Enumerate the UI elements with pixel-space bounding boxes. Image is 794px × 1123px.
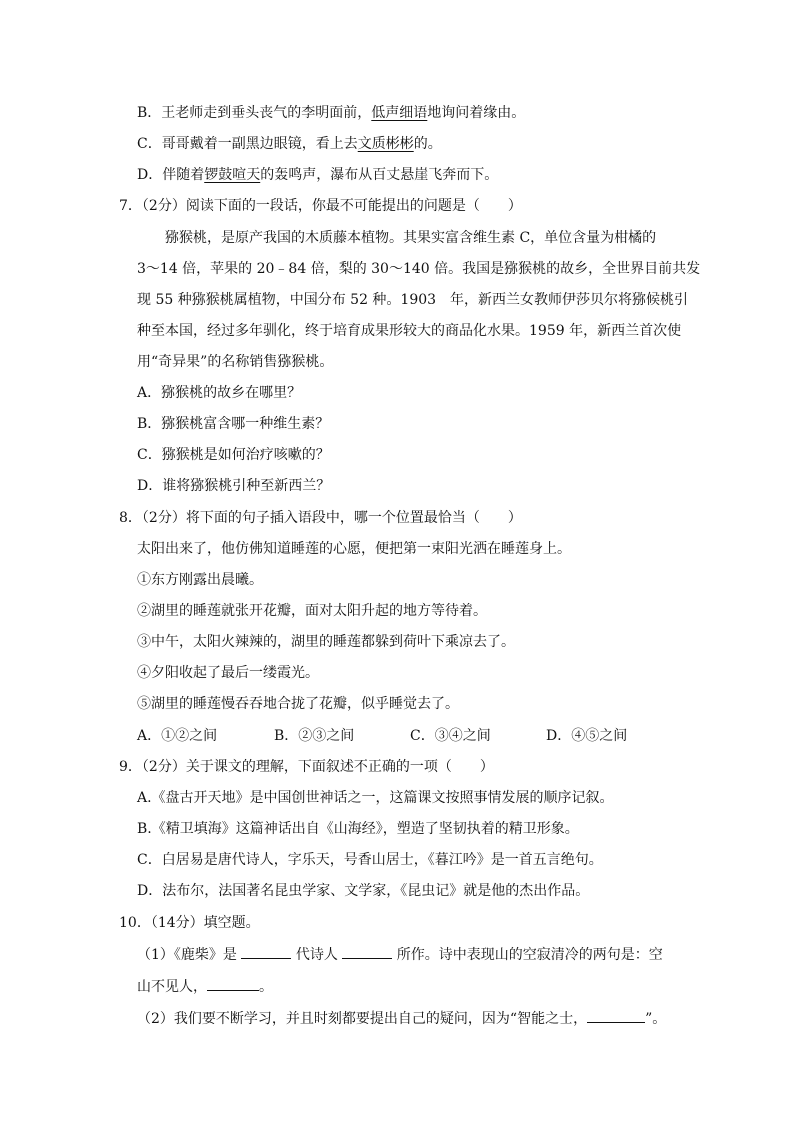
q9-stem: 9．（2分）关于课文的理解，下面叙述不正确的一项（ ） xyxy=(119,759,494,775)
q10-part1-line2: 山不见人， 。 xyxy=(137,976,273,996)
fill-blank-poet[interactable] xyxy=(342,944,392,959)
q10-part1-line1: （1）《鹿柴》是 代诗人 所作。诗中表现山的空寂清冷的两句是：空 xyxy=(137,944,663,964)
q7-passage-line: 现 55 种猕猴桃属植物，中国分布 52 种。1903 年，新西兰女教师伊莎贝尔将猕候桃引 xyxy=(137,292,689,308)
q6-option-d: D．伴随着锣鼓喧天的轰鸣声，瀑布从百丈悬崖飞奔而下。 xyxy=(137,167,499,183)
q7-passage-line: 用“奇异果”的名称销售猕猴桃。 xyxy=(137,354,334,370)
q7-passage-line: 猕猴桃，是原产我国的木质藤本植物。其果实富含维生素 C，单位含量为柑橘的 xyxy=(165,230,657,246)
q7-option-b: B．猕猴桃富含哪一种维生素？ xyxy=(137,416,330,432)
q8-item-1: ①东方刚露出晨曦。 xyxy=(137,572,263,588)
q7-option-c: C．猕猴桃是如何治疗咳嗽的？ xyxy=(137,447,330,463)
q9-option-b: B.《精卫填海》这篇神话出自《山海经》，塑造了坚韧执着的精卫形象。 xyxy=(137,821,579,837)
q9-option-d: D．法布尔，法国著名昆虫学家、文学家，《昆虫记》就是他的杰出作品。 xyxy=(137,883,590,899)
fill-blank-dynasty[interactable] xyxy=(241,944,291,959)
q6-option-c: C．哥哥戴着一副黑边眼镜，看上去文质彬彬的。 xyxy=(137,136,442,152)
q7-stem: 7．（2分）阅读下面的一段话，你最不可能提出的问题是（ ） xyxy=(119,198,522,214)
q10-part2: （2）我们要不断学习，并且时刻都要提出自己的疑问，因为“智能之士， ”。 xyxy=(137,1008,666,1028)
q9-option-c: C．白居易是唐代诗人，字乐天，号香山居士，《暮江吟》是一首五言绝句。 xyxy=(137,852,603,868)
q8-option-d: D．④⑤之间 xyxy=(546,728,628,744)
q8-item-5: ⑤湖里的睡莲慢吞吞地合拢了花瓣，似乎睡觉去了。 xyxy=(137,696,459,712)
q7-option-d: D．谁将猕猴桃引种至新西兰？ xyxy=(137,478,331,494)
fill-blank-poem-line[interactable] xyxy=(207,976,259,991)
q6-option-b: B．王老师走到垂头丧气的李明面前，低声细语地询问着缘由。 xyxy=(137,105,526,121)
q8-item-4: ④夕阳收起了最后一缕霞光。 xyxy=(137,665,319,681)
q9-option-a: A.《盘古开天地》是中国创世神话之一，这篇课文按照事情发展的顺序记叙。 xyxy=(137,790,614,806)
q8-option-c: C．③④之间 xyxy=(410,728,491,744)
underlined-phrase: 文质彬彬 xyxy=(357,136,414,152)
q7-passage-line: 3～14 倍，苹果的 20﹣84 倍，梨的 30～140 倍。我国是猕猴桃的故乡，全世界目前共发 xyxy=(137,261,701,277)
q8-stem: 8．（2分）将下面的句子插入语段中，哪一个位置最恰当（ ） xyxy=(119,510,522,526)
q8-sentence: 太阳出来了，他仿佛知道睡莲的心愿，便把第一束阳光洒在睡莲身上。 xyxy=(137,541,571,557)
q7-option-a: A．猕猴桃的故乡在哪里？ xyxy=(137,385,302,401)
q8-option-a: A．①②之间 xyxy=(137,728,218,744)
q10-stem: 10．（14分）填空题。 xyxy=(119,915,260,931)
underlined-phrase: 锣鼓喧天 xyxy=(204,167,261,183)
q8-option-b: B．②③之间 xyxy=(274,728,355,744)
q7-passage-line: 种至本国，经过多年驯化，终于培育成果形较大的商品化水果。1959 年，新西兰首次使 xyxy=(137,323,682,339)
fill-blank-quote[interactable] xyxy=(587,1008,645,1023)
q8-item-2: ②湖里的睡莲就张开花瓣，面对太阳升起的地方等待着。 xyxy=(137,603,487,619)
q8-item-3: ③中午，太阳火辣辣的，湖里的睡莲都躲到荷叶下乘凉去了。 xyxy=(137,634,515,650)
underlined-phrase: 低声细语 xyxy=(371,105,428,121)
